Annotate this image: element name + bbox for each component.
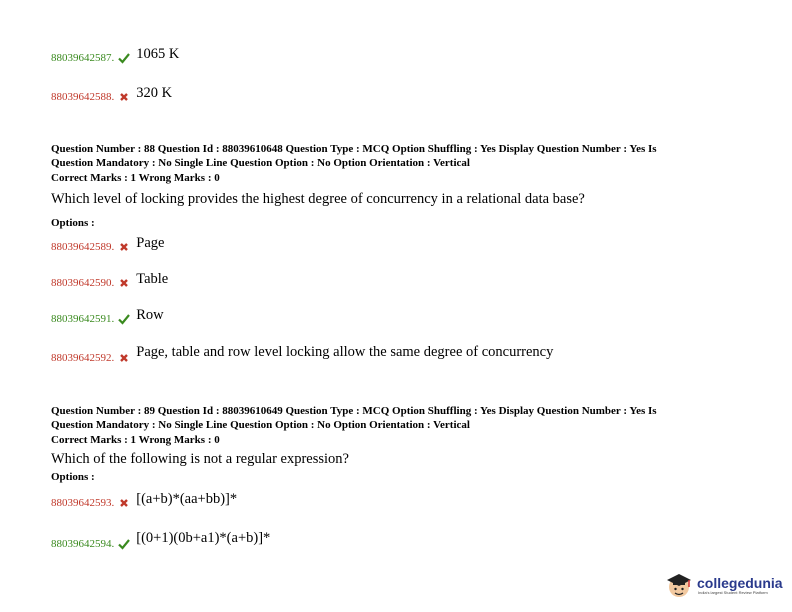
marks-line: Correct Marks : 1 Wrong Marks : 0 <box>51 172 220 184</box>
option-88039642591 <box>51 307 164 325</box>
option-88039642589 <box>51 235 164 253</box>
cross-icon <box>118 91 130 103</box>
check-icon <box>118 52 130 64</box>
question-89-text: Which of the following is not a regular expression? <box>51 451 349 467</box>
option-text: 1065 K <box>136 46 180 62</box>
option-text: 320 K <box>136 85 173 101</box>
question-89-meta <box>51 405 751 448</box>
option-text: Table <box>136 271 169 287</box>
option-id: 88039642593. <box>51 497 115 509</box>
option-id: 88039642588. <box>51 91 115 103</box>
question-88-meta <box>51 143 751 186</box>
cross-icon <box>118 241 130 253</box>
meta-line-1: Question Number : 89 Question Id : 88039610649 Question Type : MCQ Option Shuffling : Yes Display Question Number : Yes Is <box>51 405 657 417</box>
option-text: Row <box>136 307 164 323</box>
logo-name: collegedunia <box>697 574 783 591</box>
option-88039642588 <box>51 85 172 103</box>
collegedunia-logo <box>664 570 783 600</box>
meta-line-2: Question Mandatory : No Single Line Question Option : No Option Orientation : Vertical <box>51 156 470 169</box>
option-text: [(a+b)*(aa+bb)]* <box>136 491 238 507</box>
cross-icon <box>118 352 130 364</box>
option-88039642594 <box>51 530 270 550</box>
cross-icon <box>118 497 130 509</box>
option-id: 88039642587. <box>51 52 115 64</box>
options-label: Options : <box>51 471 95 483</box>
option-text: Page <box>136 235 165 251</box>
option-88039642587 <box>51 46 179 64</box>
option-text: [(0+1)(0b+a1)*(a+b)]* <box>136 530 271 546</box>
marks-line: Correct Marks : 1 Wrong Marks : 0 <box>51 434 220 446</box>
question-88-text: Which level of locking provides the highest degree of concurrency in a relational data base? <box>51 191 585 207</box>
option-id: 88039642590. <box>51 277 115 289</box>
meta-line-2: Question Mandatory : No Single Line Question Option : No Option Orientation : Vertical <box>51 418 470 431</box>
logo-tagline: India's largest Student Review Platform <box>698 589 768 595</box>
option-id: 88039642589. <box>51 241 115 253</box>
check-icon <box>118 538 130 550</box>
option-text: Page, table and row level locking allow the same degree of concurrency <box>136 344 554 360</box>
option-id: 88039642592. <box>51 352 115 364</box>
check-icon <box>118 313 130 325</box>
option-88039642593 <box>51 491 237 509</box>
option-88039642590 <box>51 271 168 289</box>
option-88039642592 <box>51 344 553 364</box>
option-id: 88039642591. <box>51 313 115 325</box>
graduation-cap-icon <box>664 570 694 600</box>
cross-icon <box>118 277 130 289</box>
options-label: Options : <box>51 217 95 229</box>
meta-line-1: Question Number : 88 Question Id : 88039610648 Question Type : MCQ Option Shuffling : Yes Display Question Number : Yes Is <box>51 143 657 155</box>
option-id: 88039642594. <box>51 538 115 550</box>
